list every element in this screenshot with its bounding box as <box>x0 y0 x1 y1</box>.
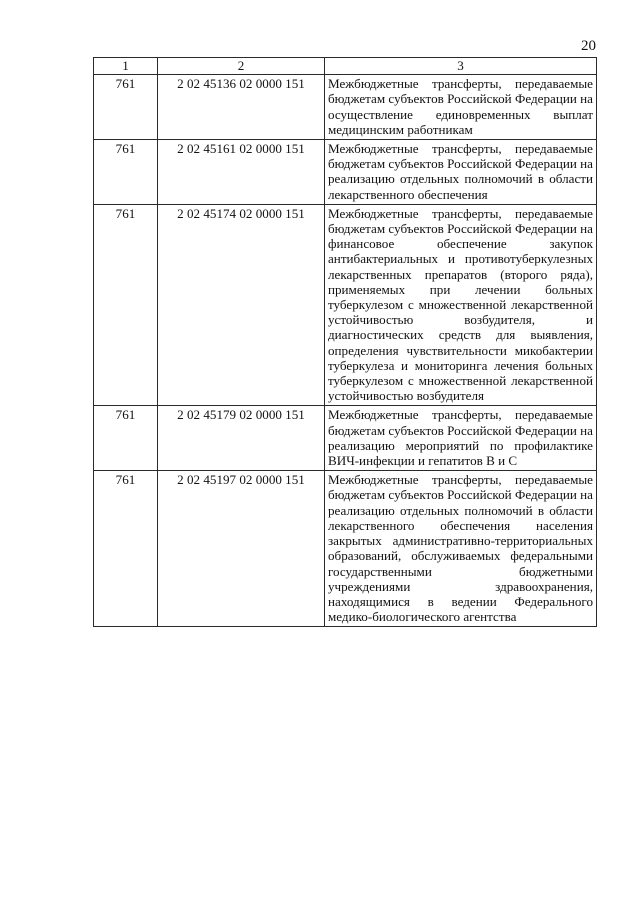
description-cell: Межбюджетные трансферты, передаваемые бюджетам субъектов Российской Федерации на реализацию отдельных полномочий в области лекарственного обеспечения <box>325 140 597 205</box>
budget-classification-code-cell: 2 02 45197 02 0000 151 <box>158 471 325 627</box>
table-row <box>94 75 597 140</box>
budget-classification-code-cell: 2 02 45161 02 0000 151 <box>158 140 325 205</box>
budget-classification-code-cell: 2 02 45174 02 0000 151 <box>158 204 325 406</box>
admin-code-cell: 761 <box>94 75 158 140</box>
budget-classification-code-cell: 2 02 45136 02 0000 151 <box>158 75 325 140</box>
table-row <box>94 471 597 627</box>
admin-code-cell: 761 <box>94 471 158 627</box>
table-row <box>94 406 597 471</box>
admin-code-cell: 761 <box>94 140 158 205</box>
budget-classification-code-cell: 2 02 45179 02 0000 151 <box>158 406 325 471</box>
description-cell: Межбюджетные трансферты, передаваемые бюджетам субъектов Российской Федерации на реализацию мероприятий по профилактике ВИЧ-инфекции и гепатитов B и C <box>325 406 597 471</box>
description-cell: Межбюджетные трансферты, передаваемые бюджетам субъектов Российской Федерации на осуществление единовременных выплат медицинским работникам <box>325 75 597 140</box>
page-number: 20 <box>581 38 596 54</box>
admin-code-cell: 761 <box>94 204 158 406</box>
header-col-3: 3 <box>325 58 597 75</box>
admin-code-cell: 761 <box>94 406 158 471</box>
header-col-1: 1 <box>94 58 158 75</box>
header-col-2: 2 <box>158 58 325 75</box>
table-header <box>94 58 597 75</box>
table-row <box>94 140 597 205</box>
description-cell: Межбюджетные трансферты, передаваемые бюджетам субъектов Российской Федерации на финансовое обеспечение закупок антибактериальных и противотуберкулезных лекарственных препаратов (второго ряда), применяемых при лечении больных туберкулезом с множественной лекарственной устойчивостью возбудителя, и диагностических средств для выявления, определения чувствительности микобактерии туберкулеза и мониторинга лечения больных туберкулезом с множественной лекарственной устойчивостью возбудителя <box>325 204 597 406</box>
table-body <box>94 75 597 627</box>
table-row <box>94 204 597 406</box>
header-row <box>94 58 597 75</box>
description-cell: Межбюджетные трансферты, передаваемые бюджетам субъектов Российской Федерации на реализацию отдельных полномочий в области лекарственного обеспечения населения закрытых административно-территориальных образований, обслуживаемых федеральными государственными бюджетными учреждениями здравоохранения, находящимися в ведении Федерального медико-биологического агентства <box>325 471 597 627</box>
budget-codes-table <box>93 57 597 627</box>
